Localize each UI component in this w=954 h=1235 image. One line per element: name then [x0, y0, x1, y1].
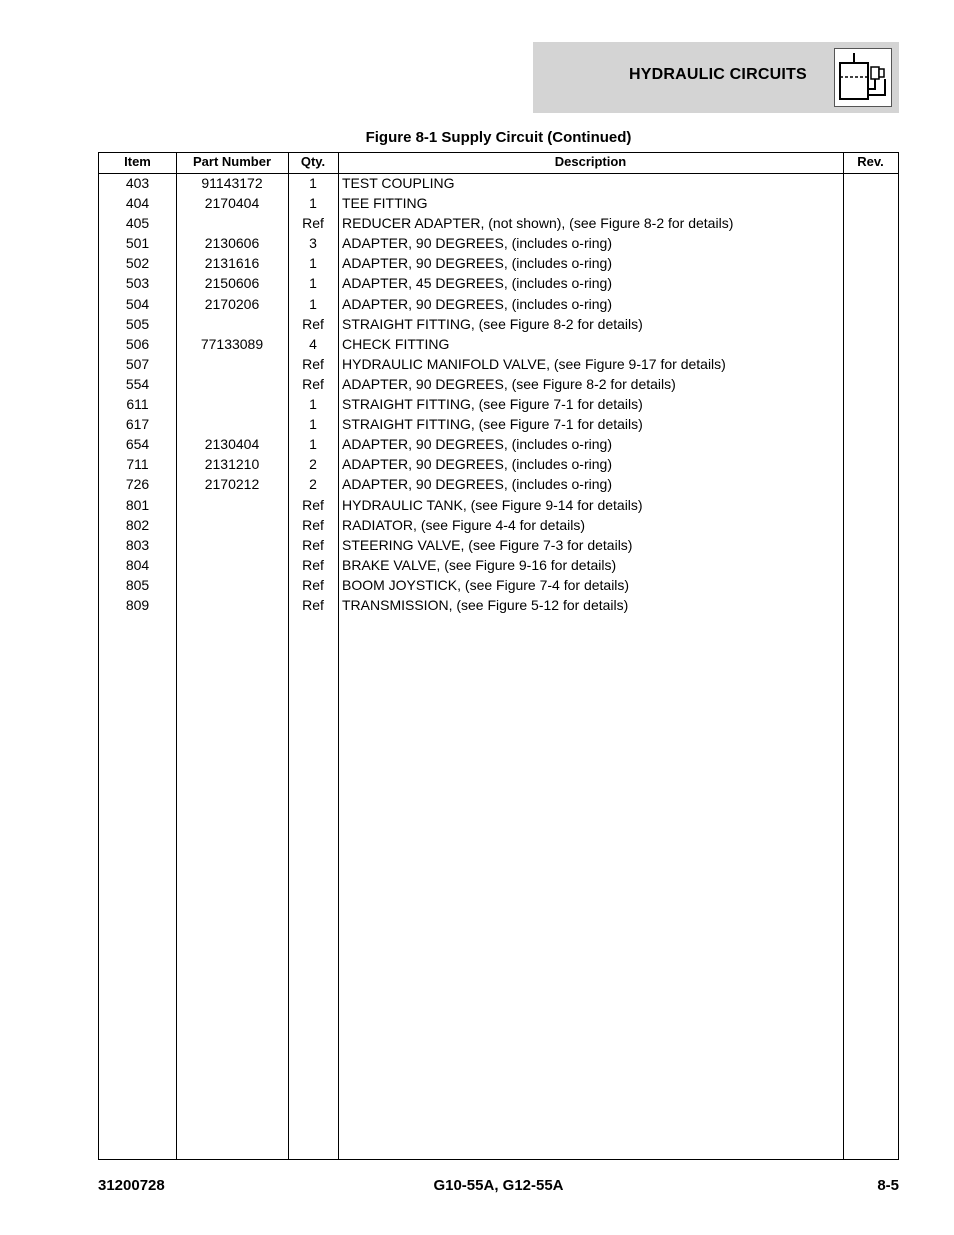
- cell-item: 506: [125, 335, 150, 352]
- cell-qty: Ref: [302, 315, 324, 332]
- figure-title: Figure 8-1 Supply Circuit (Continued): [365, 129, 632, 146]
- table-row: [99, 355, 898, 375]
- cell-item: 654: [125, 436, 150, 453]
- section-header: [533, 42, 899, 113]
- cell-qty: 1: [309, 275, 317, 292]
- cell-description: ADAPTER, 90 DEGREES, (includes o-ring): [342, 295, 612, 312]
- cell-part-number: 2170212: [204, 476, 260, 493]
- cell-description: STEERING VALVE, (see Figure 7-3 for details): [342, 536, 633, 553]
- cell-part-number: 2130404: [204, 436, 260, 453]
- column-header-rev: Rev.: [857, 154, 884, 169]
- cell-qty: Ref: [302, 596, 324, 613]
- cell-qty: Ref: [302, 556, 324, 573]
- cell-qty: Ref: [302, 576, 324, 593]
- table-row: [99, 375, 898, 395]
- cell-part-number: 2150606: [204, 275, 260, 292]
- cell-qty: 3: [309, 235, 317, 252]
- hydraulic-tank-icon: [834, 48, 892, 107]
- cell-description: BRAKE VALVE, (see Figure 9-16 for details): [342, 556, 617, 573]
- cell-qty: 1: [309, 436, 317, 453]
- column-header-item: Item: [124, 154, 151, 169]
- cell-item: 405: [125, 215, 150, 232]
- cell-description: HYDRAULIC TANK, (see Figure 9-14 for details): [342, 496, 643, 513]
- cell-description: REDUCER ADAPTER, (not shown), (see Figure 8-2 for details): [342, 215, 734, 232]
- cell-qty: 4: [309, 335, 317, 352]
- table-row: [99, 214, 898, 234]
- table-row: [99, 435, 898, 455]
- cell-qty: 1: [309, 396, 317, 413]
- cell-item: 502: [125, 255, 150, 272]
- cell-item: 554: [125, 375, 150, 392]
- cell-item: 711: [126, 456, 149, 473]
- cell-description: ADAPTER, 90 DEGREES, (includes o-ring): [342, 235, 612, 252]
- cell-item: 809: [125, 596, 150, 613]
- cell-part-number: 2170206: [204, 295, 260, 312]
- cell-part-number: 2131616: [204, 255, 260, 272]
- table-row: [99, 415, 898, 435]
- cell-part-number: 2130606: [204, 235, 260, 252]
- cell-description: TEE FITTING: [342, 195, 428, 212]
- table-row: [99, 274, 898, 294]
- cell-item: 505: [125, 315, 150, 332]
- cell-qty: 1: [309, 175, 317, 191]
- cell-item: 726: [125, 476, 150, 493]
- section-title: HYDRAULIC CIRCUITS: [629, 66, 807, 83]
- cell-description: TRANSMISSION, (see Figure 5-12 for details): [342, 596, 629, 613]
- cell-qty: 2: [309, 456, 317, 473]
- table-row: [99, 295, 898, 315]
- cell-description: ADAPTER, 90 DEGREES, (includes o-ring): [342, 436, 612, 453]
- table-row: [99, 576, 898, 596]
- page-number: 8-5: [877, 1177, 899, 1194]
- cell-description: STRAIGHT FITTING, (see Figure 7-1 for details): [342, 396, 643, 413]
- cell-description: RADIATOR, (see Figure 4-4 for details): [342, 516, 586, 533]
- column-header-qty: Qty.: [300, 154, 326, 169]
- cell-description: BOOM JOYSTICK, (see Figure 7-4 for details): [342, 576, 630, 593]
- table-body: [99, 174, 898, 616]
- cell-part-number: 91143172: [201, 175, 263, 191]
- cell-item: 617: [125, 416, 150, 433]
- cell-description: CHECK FITTING: [342, 335, 450, 352]
- table-row: [99, 475, 898, 495]
- cell-description: STRAIGHT FITTING, (see Figure 8-2 for details): [342, 315, 643, 332]
- cell-qty: 1: [309, 295, 317, 312]
- table-row: [99, 516, 898, 536]
- cell-qty: 2: [309, 476, 317, 493]
- cell-item: 501: [125, 235, 150, 252]
- cell-qty: 1: [309, 255, 317, 272]
- cell-part-number: 2131210: [204, 456, 260, 473]
- cell-qty: Ref: [302, 536, 324, 553]
- model-numbers: G10-55A, G12-55A: [433, 1177, 564, 1194]
- cell-qty: 1: [309, 195, 317, 212]
- table-row: [99, 455, 898, 475]
- cell-description: HYDRAULIC MANIFOLD VALVE, (see Figure 9-17 for details): [342, 355, 726, 372]
- cell-description: ADAPTER, 90 DEGREES, (includes o-ring): [342, 476, 612, 493]
- cell-part-number: 77133089: [200, 335, 264, 352]
- cell-item: 611: [126, 396, 149, 413]
- table-row: [99, 234, 898, 254]
- cell-part-number: 2170404: [204, 195, 260, 212]
- cell-item: 801: [125, 496, 150, 513]
- cell-description: STRAIGHT FITTING, (see Figure 7-1 for details): [342, 416, 643, 433]
- cell-qty: Ref: [302, 496, 324, 513]
- cell-qty: Ref: [302, 355, 324, 372]
- cell-description: ADAPTER, 90 DEGREES, (see Figure 8-2 for details): [342, 375, 676, 392]
- cell-description: ADAPTER, 90 DEGREES, (includes o-ring): [342, 456, 612, 473]
- cell-item: 507: [125, 355, 150, 372]
- cell-item: 805: [125, 576, 150, 593]
- table-row: [99, 315, 898, 335]
- table-row: [99, 335, 898, 355]
- cell-qty: 1: [309, 416, 317, 433]
- cell-description: ADAPTER, 45 DEGREES, (includes o-ring): [342, 275, 612, 292]
- cell-item: 804: [125, 556, 150, 573]
- cell-item: 802: [125, 516, 150, 533]
- cell-qty: Ref: [302, 215, 324, 232]
- cell-item: 403: [125, 175, 150, 191]
- table-row: [99, 596, 898, 616]
- table-row: [99, 556, 898, 576]
- cell-description: TEST COUPLING: [342, 175, 455, 191]
- table-row: [99, 496, 898, 516]
- cell-qty: Ref: [302, 375, 324, 392]
- table-row: [99, 194, 898, 214]
- cell-item: 503: [125, 275, 150, 292]
- cell-item: 404: [125, 195, 150, 212]
- cell-description: ADAPTER, 90 DEGREES, (includes o-ring): [342, 255, 612, 272]
- cell-item: 803: [125, 536, 150, 553]
- table-row: [99, 174, 898, 194]
- parts-table: [98, 152, 899, 1160]
- column-header-description: Description: [554, 154, 627, 169]
- cell-qty: Ref: [302, 516, 324, 533]
- column-header-part-number: Part Number: [192, 154, 272, 169]
- table-row: [99, 395, 898, 415]
- document-number: 31200728: [98, 1177, 165, 1194]
- table-row: [99, 536, 898, 556]
- table-row: [99, 254, 898, 274]
- cell-item: 504: [125, 295, 150, 312]
